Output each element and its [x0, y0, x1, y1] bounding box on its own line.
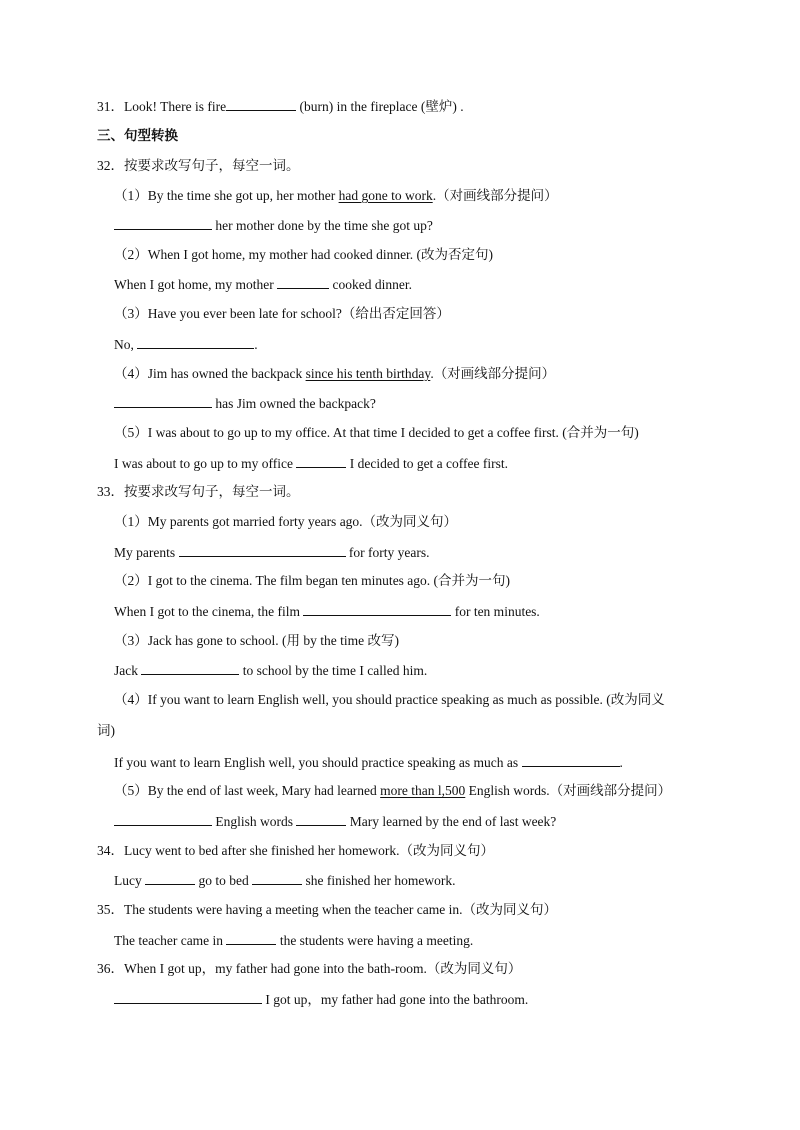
q33-answer-4	[114, 753, 623, 772]
q34-answer	[114, 871, 455, 890]
q34-blank-1[interactable]	[145, 871, 195, 885]
q32-s4-text: （4）Jim has owned the backpack	[114, 366, 306, 381]
q36-stem: 36．When I got up，my father had gone into the bath-room.（改为同义句）	[97, 961, 522, 976]
q36-answer	[114, 990, 528, 1009]
q32-sentence-3: （3）Have you ever been late for school?（给出否定回答）	[114, 306, 450, 321]
q32-a5-text-before: I was about to go up to my office	[114, 456, 297, 471]
q33-s5-underlined: more than l,500	[380, 783, 466, 798]
q32-s1-instruction: .（对画线部分提问）	[432, 188, 558, 203]
q32-a1-blank[interactable]	[114, 216, 212, 230]
q35-text-after: the students were having a meeting.	[276, 933, 474, 948]
q32-sentence-4	[114, 365, 555, 383]
q32-sentence-5: （5）I was about to go up to my office. At that time I decided to get a coffee first. (合并为一句)	[114, 425, 639, 440]
q32-answer-2	[114, 275, 412, 294]
q33-answer-5	[114, 812, 556, 831]
q32-a2-blank[interactable]	[277, 275, 329, 289]
q32-s4-underlined: since his tenth birthday	[305, 366, 431, 381]
q36-blank[interactable]	[114, 990, 262, 1004]
q32-a4-blank[interactable]	[114, 394, 212, 408]
q34-text-mid: go to bed	[195, 873, 253, 888]
q32-a2-text-before: When I got home, my mother	[114, 277, 278, 292]
q33-sentence-2: （2）I got to the cinema. The film began ten minutes ago. (合并为一句)	[114, 573, 511, 588]
q35-blank[interactable]	[226, 931, 276, 945]
q31-blank[interactable]	[226, 97, 296, 111]
q31-text-before: 31．Look! There is fire	[97, 99, 227, 114]
question-31	[97, 97, 464, 116]
q32-a1-text: her mother done by the time she got up?	[212, 218, 433, 233]
q33-answer-2	[114, 602, 540, 621]
q32-answer-3	[114, 335, 258, 354]
q32-a3-blank[interactable]	[137, 335, 254, 349]
q33-a3-text-before: Jack	[114, 663, 142, 678]
q33-a4-text-before: If you want to learn English well, you should practice speaking as much as	[114, 755, 522, 770]
q33-a5-text-after: Mary learned by the end of last week?	[346, 814, 557, 829]
q35-stem: 35．The students were having a meeting when the teacher came in.（改为同义句）	[97, 902, 557, 917]
q32-answer-4	[114, 394, 376, 413]
q35-text-before: The teacher came in	[114, 933, 227, 948]
q34-blank-2[interactable]	[252, 871, 302, 885]
q33-a4-text-after: .	[619, 755, 623, 770]
q32-a3-text-after: .	[254, 337, 258, 352]
q33-a3-text-after: to school by the time I called him.	[239, 663, 428, 678]
q34-stem: 34．Lucy went to bed after she finished her homework.（改为同义句）	[97, 843, 495, 858]
q33-a3-blank[interactable]	[141, 661, 239, 675]
q33-a2-blank[interactable]	[303, 602, 451, 616]
q32-sentence-2: （2）When I got home, my mother had cooked dinner. (改为否定句)	[114, 247, 494, 262]
q32-answer-5	[114, 454, 508, 473]
q32-a5-text-after: I decided to get a coffee first.	[346, 456, 509, 471]
q33-sentence-5	[114, 782, 671, 800]
q33-s5-instruction: English words.（对画线部分提问）	[465, 783, 672, 798]
q33-a5-blank-2[interactable]	[296, 812, 346, 826]
q34-text-before: Lucy	[114, 873, 146, 888]
q32-a5-blank[interactable]	[296, 454, 346, 468]
q34-text-after: she finished her homework.	[302, 873, 456, 888]
q33-a5-blank-1[interactable]	[114, 812, 212, 826]
q33-sentence-1: （1）My parents got married forty years ago.（改为同义句）	[114, 514, 458, 529]
q36-text-after: I got up，my father had gone into the bathroom.	[262, 992, 529, 1007]
q32-a2-text-after: cooked dinner.	[329, 277, 412, 292]
q33-stem: 33．按要求改写句子，每空一词。	[97, 484, 300, 499]
q33-sentence-4-cont: 词)	[97, 723, 115, 738]
q33-a2-text-after: for ten minutes.	[451, 604, 540, 619]
q33-answer-3	[114, 661, 427, 680]
q33-s5-text: （5）By the end of last week, Mary had learned	[114, 783, 381, 798]
q33-a1-text-after: for forty years.	[345, 545, 430, 560]
q33-a1-blank[interactable]	[179, 543, 346, 557]
q32-sentence-1	[114, 187, 558, 205]
q32-s1-text: （1）By the time she got up, her mother	[114, 188, 339, 203]
section-heading: 三、句型转换	[97, 128, 178, 143]
q32-answer-1	[114, 216, 433, 235]
q35-answer	[114, 931, 473, 950]
q32-a3-text-before: No,	[114, 337, 138, 352]
q33-a1-text-before: My parents	[114, 545, 179, 560]
q33-a5-text-mid: English words	[212, 814, 297, 829]
q33-a2-text-before: When I got to the cinema, the film	[114, 604, 304, 619]
q32-stem: 32．按要求改写句子，每空一词。	[97, 158, 300, 173]
q33-sentence-4: （4）If you want to learn English well, you should practice speaking as much as possible. (改为同义	[114, 692, 665, 707]
q33-a4-blank[interactable]	[522, 753, 620, 767]
q31-text-after: (burn) in the fireplace (壁炉) .	[296, 99, 464, 114]
q32-s4-instruction: .（对画线部分提问）	[430, 366, 556, 381]
q32-a4-text: has Jim owned the backpack?	[212, 396, 376, 411]
q32-s1-underlined: had gone to work	[338, 188, 433, 203]
q33-answer-1	[114, 543, 429, 562]
q33-sentence-3: （3）Jack has gone to school. (用 by the time 改写)	[114, 633, 399, 648]
